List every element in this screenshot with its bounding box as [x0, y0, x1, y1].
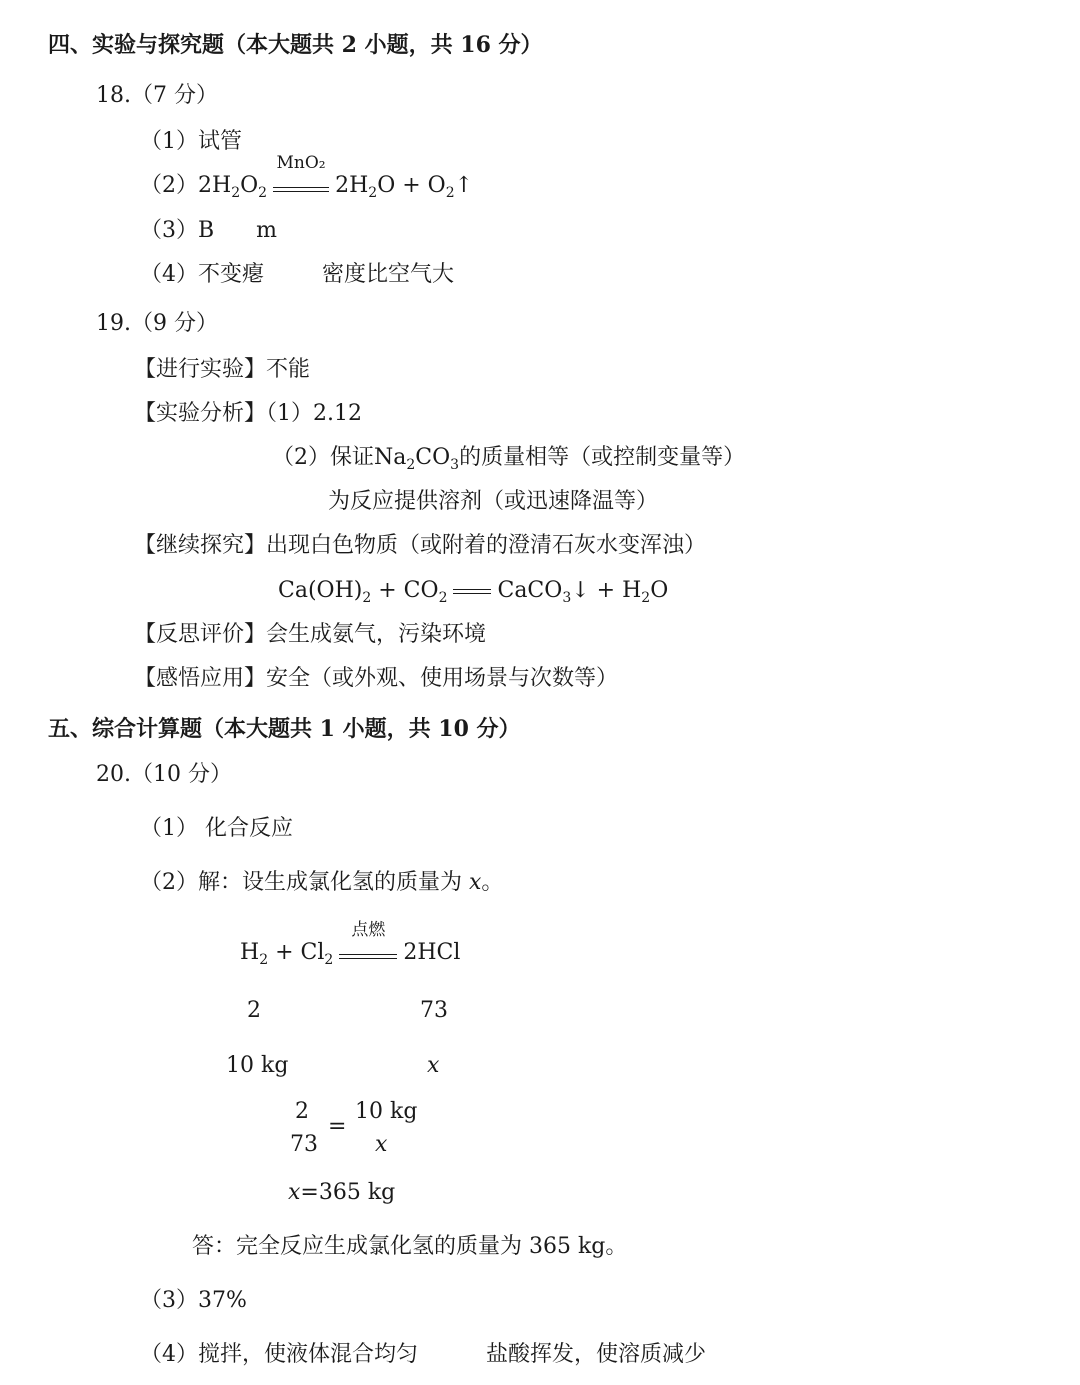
- q19-experiment: 【进行实验】不能: [134, 357, 311, 382]
- result-var: x: [288, 1180, 301, 1205]
- q19-analysis-3: 为反应提供溶剂（或迅速降温等）: [328, 489, 659, 514]
- fraction-left-denominator: 73: [290, 1132, 318, 1157]
- fraction-right-denominator: x: [375, 1132, 388, 1157]
- q20-answer-4b: 盐酸挥发，使溶质减少: [486, 1342, 707, 1367]
- q18-answer-4b: 密度比空气大: [322, 262, 455, 287]
- mno2-label: MnO₂: [276, 153, 326, 173]
- q18-answer-1: （1）试管: [140, 129, 242, 154]
- q20-answer-2-text: （2）解：设生成氯化氢的质量为: [140, 870, 469, 895]
- ignite-condition-arrow: [337, 920, 399, 964]
- q19-analysis-2-suffix: 的质量相等（或控制变量等）: [459, 445, 746, 470]
- q19-explore: 【继续探究】出现白色物质（或附着的澄清石灰水变浑浊）: [134, 533, 707, 558]
- q19-analysis-1: 【实验分析】（1）2.12: [134, 401, 362, 426]
- ignite-label: 点燃: [351, 920, 386, 940]
- q18-answer-2-prefix: （2）: [140, 173, 198, 198]
- question-19-title: 19.（9 分）: [96, 311, 218, 336]
- q19-apply: 【感悟应用】安全（或外观、使用场景与次数等）: [134, 666, 619, 691]
- q18-answer-2: $(2)2H_2O_2$ MnO₂ $2H_2O$ + $O_2↑$: [140, 153, 474, 201]
- q20-answer-2: [140, 872, 503, 894]
- q19-reflect: 【反思评价】会生成氨气，污染环境: [134, 622, 487, 647]
- mass-right: x: [427, 1053, 440, 1078]
- q20-answer-1: （1） 化合反应: [140, 816, 293, 841]
- result: [288, 1182, 395, 1204]
- q20-final-answer: 答：完全反应生成氯化氢的质量为 365 kg。: [192, 1234, 628, 1259]
- ratio-left: 2: [247, 998, 261, 1023]
- q18-answer-3: （3）B m: [140, 218, 277, 243]
- q20-answer-3: （3）37%: [140, 1288, 247, 1313]
- section-5-heading: 五、综合计算题（本大题共 1 小题，共 10 分）: [48, 716, 521, 742]
- fraction-left-numerator: 2: [295, 1099, 309, 1124]
- ratio-right: 73: [420, 998, 448, 1023]
- result-value: =365 kg: [300, 1180, 396, 1205]
- question-20-title: 20.（10 分）: [96, 762, 232, 787]
- q20-equation: $H_2 + Cl_2$ 点燃 2HCl: [240, 920, 461, 968]
- q20-answer-2-var: x: [469, 870, 482, 895]
- question-18-title: 18.（7 分）: [96, 83, 218, 108]
- q19-analysis-2: （2）保证$Na_2CO_3$的质量相等（或控制变量等）: [272, 445, 746, 473]
- fraction-right-numerator: 10 kg: [355, 1099, 418, 1124]
- mass-left: 10 kg: [226, 1053, 289, 1078]
- q19-analysis-2-prefix: （2）保证: [272, 445, 374, 470]
- q20-answer-4a: （4）搅拌，使液体混合均匀: [140, 1342, 418, 1367]
- q18-answer-4a: （4）不变瘪: [140, 262, 264, 287]
- mno2-condition-arrow: [271, 153, 331, 197]
- q19-equation: $Ca(OH)_2 + CO_2$ CaCO$_3$↓ + $H_2O$: [278, 578, 669, 606]
- section-4-heading: 四、实验与探究题（本大题共 2 小题，共 16 分）: [48, 32, 543, 58]
- fraction-equals: =: [328, 1114, 347, 1139]
- q20-answer-2-end: 。: [481, 870, 504, 895]
- q18-answer-4: [140, 264, 264, 286]
